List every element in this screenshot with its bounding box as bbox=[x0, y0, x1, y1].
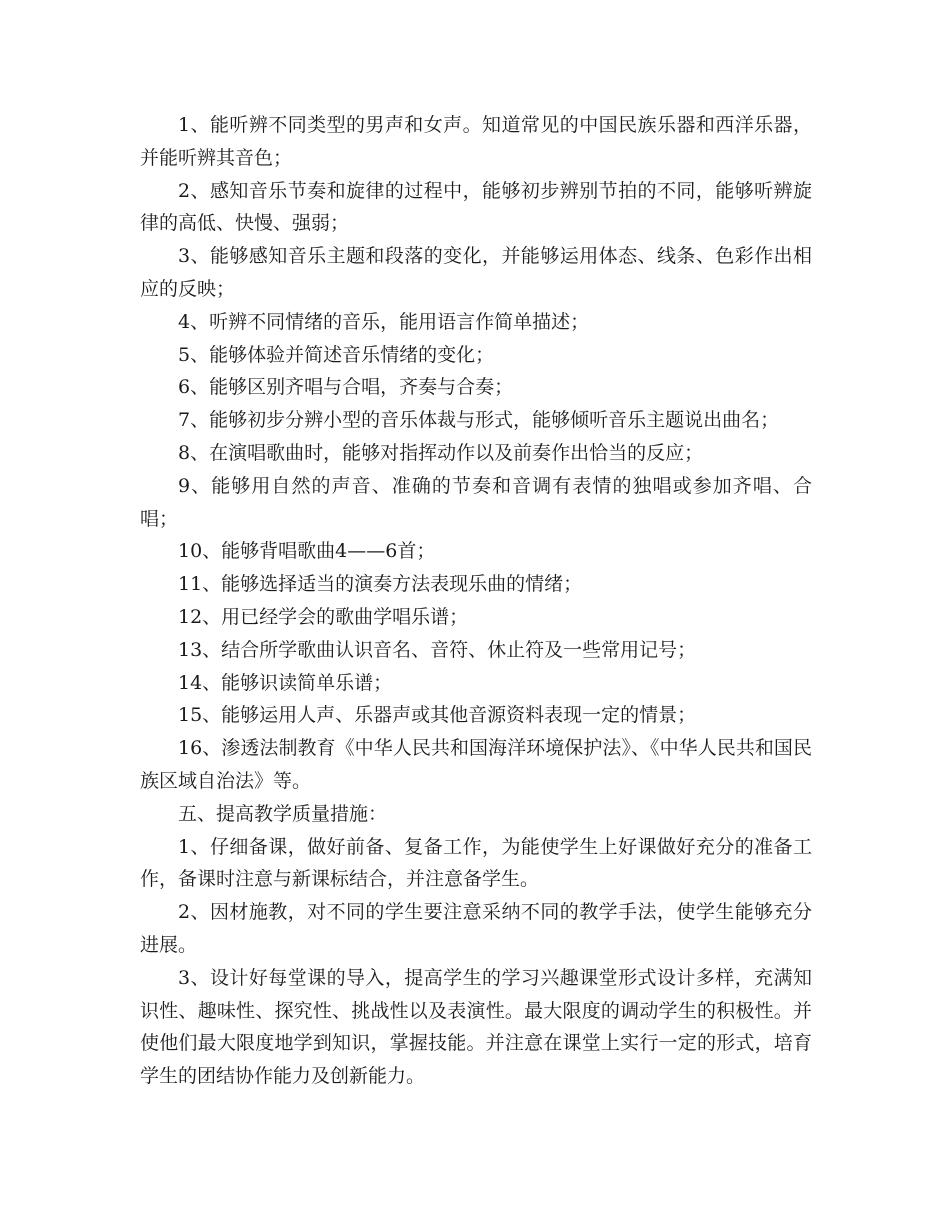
list-item: 4、听辨不同情绪的音乐，能用语言作简单描述； bbox=[178, 310, 590, 333]
list-item: 2、感知音乐节奏和旋律的过程中，能够初步辨别节拍的不同，能够听辨旋律的高低、快慢、强弱； bbox=[140, 179, 812, 235]
list-item: 1、能听辨不同类型的男声和女声。知道常见的中国民族乐器和西洋乐器，并能听辨其音色； bbox=[140, 114, 812, 169]
list-item: 2、因材施教，对不同的学生要注意采纳不同的教学手法，使学生能够充分进展。 bbox=[140, 901, 812, 956]
list-item: 3、能够感知音乐主题和段落的变化，并能够运用体态、线条、色彩作出相应的反映； bbox=[140, 245, 812, 300]
list-item: 14、能够识读简单乐谱； bbox=[178, 671, 393, 694]
list-item: 3、设计好每堂课的导入，提高学生的学习兴趣课堂形式设计多样，充满知识性、趣味性、探究性、挑战性以及表演性。最大限度的调动学生的积极性。并使他们最大限度地学到知识，掌握技能。并注意在课堂上实行一定的形式，培育学生的团结协作能力及创新能力。 bbox=[140, 966, 812, 1088]
list-item: 16、渗透法制教育《中华人民共和国海洋环境保护法》、《中华人民共和国民族区域自治法》等。 bbox=[140, 737, 812, 792]
section-heading: 五、提高教学质量措施： bbox=[178, 802, 388, 825]
list-item: 15、能够运用人声、乐器声或其他音源资料表现一定的情景； bbox=[178, 704, 697, 727]
document-page bbox=[140, 109, 812, 1093]
list-item: 7、能够初步分辨小型的音乐体裁与形式，能够倾听音乐主题说出曲名； bbox=[178, 409, 780, 432]
list-item: 10、能够背唱歌曲4——6首； bbox=[178, 540, 436, 563]
list-item: 8、在演唱歌曲时，能够对指挥动作以及前奏作出恰当的反应； bbox=[178, 441, 704, 464]
list-item: 5、能够体验并简述音乐情绪的变化； bbox=[178, 343, 495, 366]
list-item: 12、用已经学会的歌曲学唱乐谱； bbox=[178, 605, 469, 628]
list-item: 13、结合所学歌曲认识音名、音符、休止符及一些常用记号； bbox=[178, 638, 697, 661]
list-item: 9、能够用自然的声音、准确的节奏和音调有表情的独唱或参加齐唱、合唱； bbox=[140, 474, 812, 530]
list-item: 11、能够选择适当的演奏方法表现乐曲的情绪； bbox=[178, 573, 583, 596]
list-item: 6、能够区别齐唱与合唱，齐奏与合奏； bbox=[178, 376, 514, 399]
list-item: 1、仔细备课，做好前备、复备工作，为能使学生上好课做好充分的准备工作，备课时注意与新课标结合，并注意备学生。 bbox=[140, 835, 812, 891]
